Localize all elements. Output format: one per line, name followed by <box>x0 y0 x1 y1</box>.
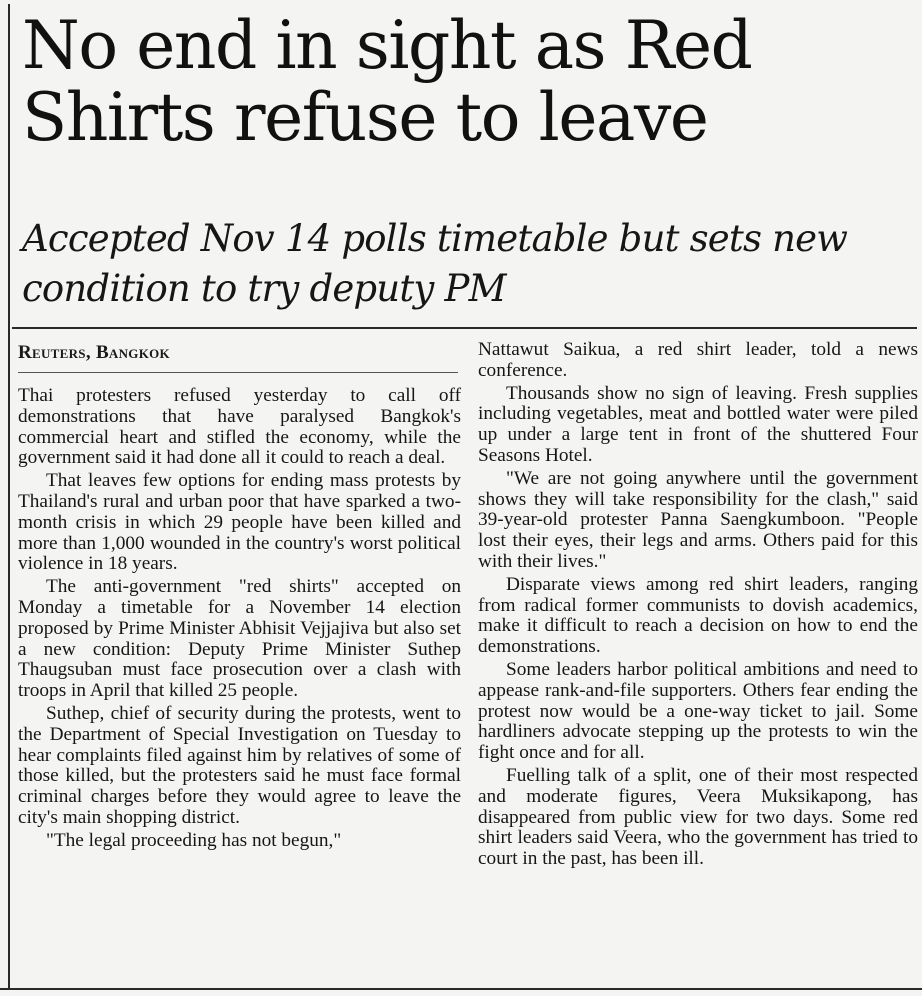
paragraph: That leaves few options for ending mass protests by Thailand's rural and urban poor that have sparked a two-month crisis in which 29 people have been killed and more than 1,000 wounded in the country's worst political violence in 18 years. <box>18 470 461 575</box>
byline: Reuters, Bangkok <box>18 342 170 363</box>
paragraph: Thousands show no sign of leaving. Fresh supplies including vegetables, meat and bottled water were piled up under a large tent in front of the shuttered Four Seasons Hotel. <box>478 382 918 466</box>
paragraph: Nattawut Saikua, a red shirt leader, told a news conference. <box>478 339 918 381</box>
article-column-right <box>478 340 918 872</box>
article-column-left <box>18 386 461 854</box>
subheadline: Accepted Nov 14 polls timetable but sets new condition to try deputy PM <box>22 217 848 310</box>
paragraph: Disparate views among red shirt leaders, ranging from radical former communists to dovish academics, make it difficult to reach a decision on how to end the demonstrations. <box>478 573 918 658</box>
paragraph: "We are not going anywhere until the government shows they will take responsibility for the clash," said 39-year-old protester Panna Saengkumboon. "People lost their eyes, their legs and arms. Others paid for this with their lives." <box>478 467 918 572</box>
paragraph: The anti-government "red shirts" accepted on Monday a timetable for a November 14 election proposed by Prime Minister Abhisit Vejjajiva but also set a new condition: Deputy Prime Minister Suthep Thaugsuban must face prosecution over a clash with troops in April that killed 25 people. <box>18 576 461 702</box>
paragraph: Thai protesters refused yesterday to call off demonstrations that have paralysed Bangkok's commercial heart and stifled the economy, while the government said it had done all it could to reach a deal. <box>18 385 461 469</box>
left-column-rule <box>8 4 10 988</box>
headline-divider <box>12 327 917 329</box>
byline-rule <box>18 372 458 373</box>
paragraph: Fuelling talk of a split, one of their most respected and moderate figures, Veera Muksikapong, has disappeared from public view for two days. Some red shirt leaders said Veera, who the government has tried to court in the past, has been ill. <box>478 764 918 870</box>
headline: No end in sight as Red Shirts refuse to leave <box>22 7 752 156</box>
paragraph: Suthep, chief of security during the protests, went to the Department of Special Investigation on Tuesday to hear complaints filed against him by relatives of some of those killed, but the protesters said he must face formal criminal charges before they would agree to leave the city's main shopping district. <box>18 702 461 828</box>
paragraph: "The legal proceeding has not begun," <box>46 829 342 851</box>
bottom-rule <box>0 988 922 990</box>
paragraph: Some leaders harbor political ambitions and need to appease rank-and-file supporters. Others fear ending the protest now would be a one-way ticket to jail. Some hardliners advocate stepping up the protests to win the fight once and for all. <box>478 658 918 764</box>
